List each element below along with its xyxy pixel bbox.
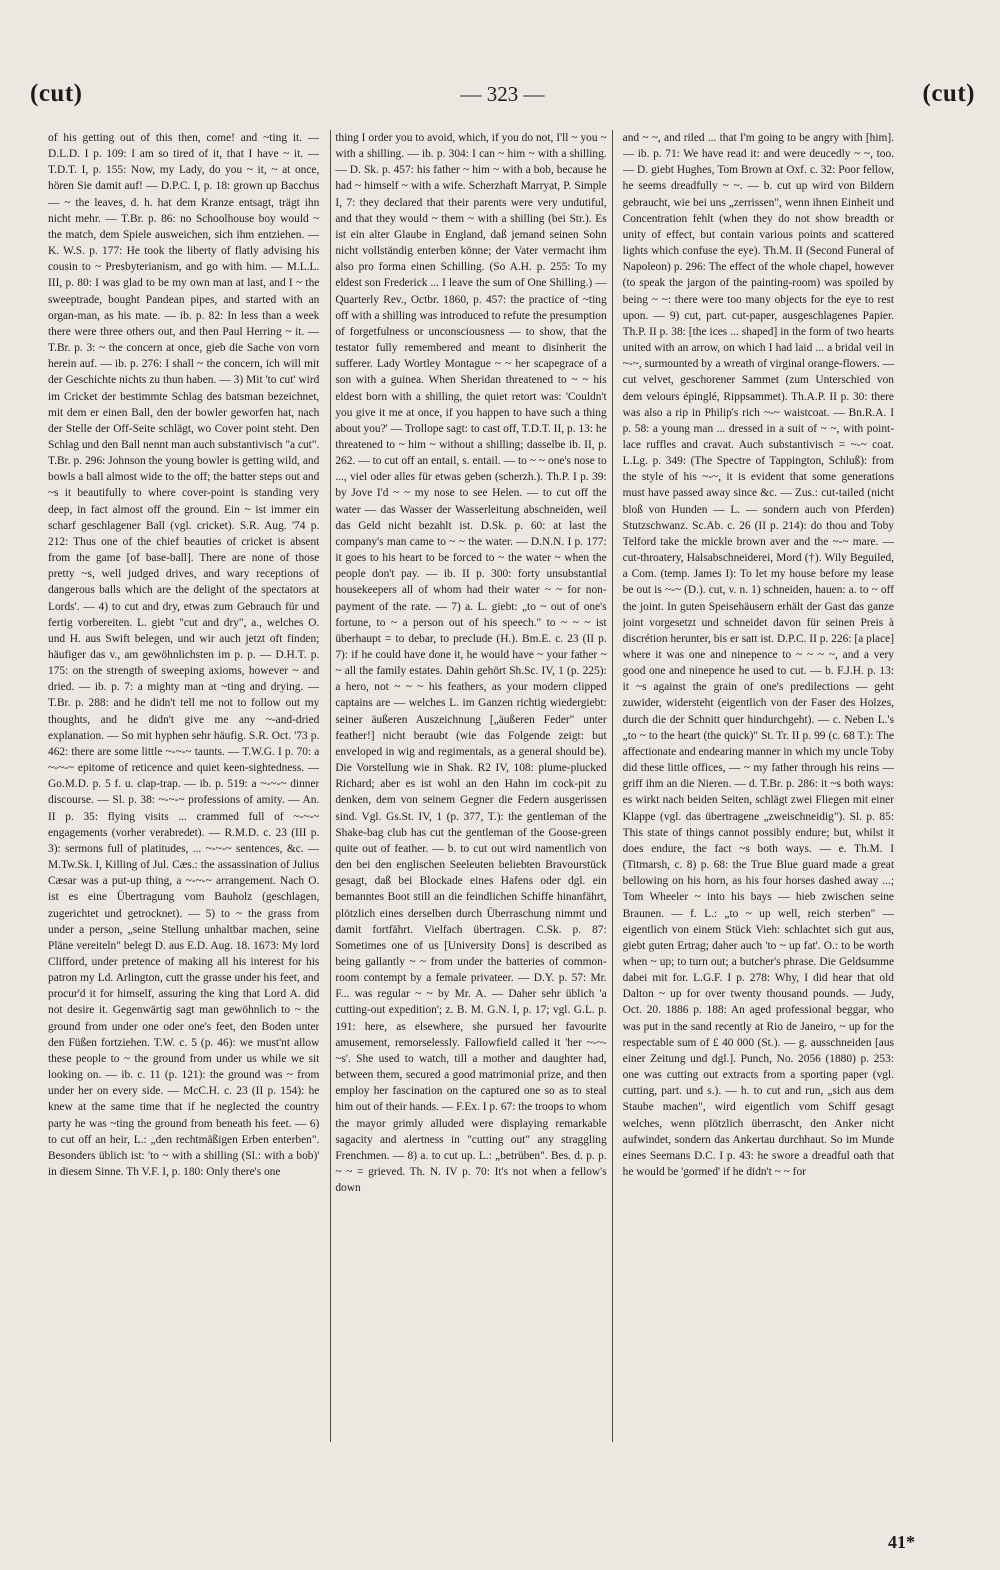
page-number: — 323 — bbox=[460, 82, 545, 106]
left-headword: (cut) bbox=[30, 80, 83, 107]
signature-mark: 41* bbox=[888, 1532, 915, 1552]
running-head bbox=[30, 80, 975, 124]
column-right: and ~ ~, and riled ... that I'm going to be angry with [him]. — ib. p. 71: We have read it: and were deucedly ~ ~, too. — D. giebt Hughes, Tom Brown at Oxf. c. 32: Poor fellow, he seems dreadfully ~ ~. — b. cut up wird von Bildern gebraucht, wie bei uns „zerrissen", wenn ihnen Einheit und Concentration fehlt (when they do not show breadth or unity of effect, but contain various points and scattered lights which confuse the eye). Th.M. II (Second Funeral of Napoleon) p. 296: The effect of the whole chapel, however (to speak the jargon of the painting-room) was spoiled by being ~ ~: there were too many objects for the eye to rest upon. — 9) cut, part. cut-paper, ausgeschlagenes Papier. Th.P. II p. 38: [the ices ... shaped] in the form of two hearts united with an arrow, on which I had laid ... a bridal veil in ~-~, surmounted by a wreath of virginal orange-flowers. — cut velvet, geschorener Sammet (zum Unterschied von dem velours épinglé, Rippsammet). Th.A.P. II p. 30: there was also a rip in Philip's rich ~-~ waistcoat. — Bn.R.A. I p. 58: a young man ... dressed in a suit of ~ ~, with point-lace ruffles and cravat. Auch substantivisch = ~-~ coat. L.Lg. p. 349: (The Spectre of Tappington, Schluß): from the style of his ~-~, it is evident that some generations must have passed away since &c. — Zus.: cut-tailed (nicht bloß von Hunden — L. — sondern auch von Pferden) Stutzschwanz. Sc.Ab. c. 26 (II p. 214): do thou and Toby Telford take the mickle brown aver and the ~-~ mare. — cut-throatery, Halsabschneiderei, Mord (†). Wily Beguiled, a Com. (temp. James I): To let my house before my lease be out is ~-~ (D.). cut, v. n. 1) schneiden, hauen: a. to ~ off the joint. In guten Speisehäusern erhält der Gast das ganze joint vorgesetzt und schneidet davon für seinen Preis à discrétion herunter, bis er satt ist. D.P.C. II p. 226: [a place] where it was one and ninepence to ~ ~ ~ ~, and a very good one and ninepence he used to cut. — b. F.J.H. p. 13: it ~s against the grain of one's predilections — geht zuwider, widersteht (eigentlich von der Faser des Holzes, durch die der Schnitt quer hindurchgeht). — c. Neben L.'s „to ~ to the heart (the quick)" St. Tr. II p. 99 (c. 68 T.): The affectionate and endearing manner in which my uncle Toby did these little offices, — ~ my father through his reins — griff ihm an die Nieren. — d. T.Br. p. 286: it ~s both ways: es wirkt nach beiden Seiten, schlägt zwei Fliegen mit einer Klappe (vgl. das übertragene „zweischneidig"). Sl. p. 85: This state of things cannot possibly endure; but, whilst it does endure, the fact ~s both ways. — e. Th.M. I (Titmarsh, c. 8) p. 68: the True Blue guard made a great bellowing on his horn, as his four horses dashed away ...; Tom Wheeler ~ into his bays — hieb zwischen seine Braunen. — f. L.: „to ~ up well, reich sterben" — eigentlich von einem Stück Vieh: schlachtet sich gut aus, giebt guten Ertrag; daher auch 'to ~ up fat'. O.: to be worth when ~ up; to turn out; a butcher's phrase. Die Geldsumme dabei mit for. L.G.F. I p. 278: Why, I did hear that old Dalton ~ up for over twenty thousand pounds. — Judy, Oct. 20. 1886 p. 188: An aged professional beggar, who was put in the sand recently at Rio de Janeiro, ~ up for the respectable sum of £ 40 000 (St.). — g. ausschneiden [aus einer Zeitung und dgl.]. Punch, No. 2056 (1880) p. 253: one was cutting out extracts from a sporting paper (vgl. cutting, part. und s.). — h. to cut and run, „sich aus dem Staube machen", wird eigentlich vom Schiff gesagt welches, wenn plötzlich überrascht, den Anker nicht aufwindet, sondern das Ankertau durchhaut. So im Munde eines Seemans D.C. I p. 43: he swore a dreadful oath that he would be 'gormed' if he didn't ~ ~ for bbox=[622, 132, 894, 1178]
right-headword: (cut) bbox=[922, 80, 975, 107]
text-columns bbox=[48, 130, 894, 1442]
column-left: of his getting out of this then, come! and ~ting it. — D.L.D. I p. 109: I am so tired of it, that I have ~ it. — T.D.T. I, p. 155: Now, my Lady, do you ~ it, ~ at once, hören Sie damit auf! — D.P.C. I, p. 18: grown up Bacchus — ~ the leaves, d. h. hat dem Kranze entsagt, trägt ihn nicht mehr. — T.Br. p. 86: no Schoolhouse boy would ~ the match, dem Spiele ausweichen, sich ihm entziehen. — K. W.S. p. 177: He took the liberty of flatly advising his cousin to ~ Presbyterianism, and go with him. — M.L.L. III, p. 80: I was glad to be my own man at last, and I ~ the sweeptrade, bought Pandean pipes, and started with an organ-man, as his mate. — ib. p. 82: In less than a week there were three others out, and then Paul Herring ~ it. — T.Br. p. 3: ~ the concern at once, gieb die Sache von vorn herein auf. — ib. p. 276: I shall ~ the concern, ich will mit der Geschichte nichts zu thun haben. — 3) Mit 'to cut' wird im Cricket der bestimmte Schlag des batsman bezeichnet, mit dem er einen Ball, den der bowler geworfen hat, nach der Stelle der Off-Seite schlägt, wo Cover point steht. Den Schlag und den Ball nennt man auch substantivisch "a cut". T.Br. p. 296: Johnson the young bowler is getting wild, and bowls a ball almost wide to the off; the batter steps out and ~s it beautifully to where cover-point is standing very deep, in fact almost off the ground. Ein ~ ist immer ein scharf geschlagener Ball (vgl. cricket). S.R. Aug. '74 p. 212: Thus one of the chief beauties of cricket is absent from the game [of base-ball]. There are none of those pretty ~s, well judged drives, and wary receptions of dangerous balls which are the delight of the spectators at Lords'. — 4) to cut and dry, etwas zum Gebrauch für und fertig vorbereiten. L. giebt "cut and dry", a., welches O. und H. aus Swift belegen, und wir auch jetzt oft finden; häufiger das v., am gewöhnlichsten im p. p. — D.H.T. p. 175: on the strength of sweeping axioms, however ~ and dried. — ib. p. 7: a mighty man at ~ting and drying. — T.Br. p. 288: and he didn't tell me not to follow out my thoughts, and he didn't give me any ~-and-dried explanation. — So mit hyphen sehr häufig. S.R. Oct. '73 p. 462: there are some little ~-~-~ taunts. — T.W.G. I p. 70: a ~-~-~ epitome of reticence and quiet keen-sightedness. — Go.M.D. p. 5 f. u. clap-trap. — ib. p. 519: a ~-~-~ dinner discourse. — Sl. p. 38: ~-~-~ professions of amity. — An. II p. 35: flying visits ... crammed full of ~-~-~ engagements (vorher verabredet). — R.M.D. c. 23 (III p. 3): sermons full of platitudes, ... ~-~-~ sentences, &c. — M.Tw.Sk. I, Killing of Jul. Cæs.: the assassination of Julius Cæsar was a put-up thing, a ~-~-~ arrangement. Nach O. ist es eine Übertragung vom Bauholz (geschlagen, zugerichtet und getrocknet). — 5) to ~ the grass from under a person, „seine Stellung unhaltbar machen, seine Pläne vereiteln" belegt D. aus E.D. Aug. 18. 1673: My lord Clifford, under pretence of making all his interest for his patron my Ld. Arlington, cutt the grasse under his feet, and procur'd it for himself, assuring the king that Lord A. did not desire it. Gegenwärtig sagt man gewöhnlich to ~ the ground from under one oder one's feet, den Boden unter den Füßen fortziehen. T.W. c. 5 (p. 46): we must'nt allow these people to ~ the ground from under us while we sit looking on. — ib. c. 11 (p. 121): the ground was ~ from under her on every side. — McC.H. c. 23 (II p. 154): he knew at the same time that if he neglected the country party he was ~ting the ground from beneath his feet. — 6) to cut off an heir, L.: „den rechtmäßigen Erben enterben". Besonders üblich ist: 'to ~ with a shilling (Sl.: with a bob)' in diesem Sinne. Th V.F. I, p. 180: Only there's one bbox=[48, 132, 320, 1178]
column-middle: thing I order you to avoid, which, if you do not, I'll ~ you ~ with a shilling. — ib. p. 304: I can ~ him ~ with a shilling. — D. Sk. p. 457: his father ~ him ~ with a bob, because he had ~ himself ~ with a wife. Scherzhaft Marryat, P. Simple I, 7: they declared that their parents were very undutiful, and that they would ~ them ~ with a shilling (bei Str.). Es ist ein alter Glaube in England, daß jemand seinen Sohn nicht vollständig enterben könne; der Vater vermacht ihm also pro forma einen Schilling. (So A.H. p. 255: To my eldest son Frederick ... I leave the sum of One Shilling.) — Quarterly Rev., Octbr. 1860, p. 457: the practice of ~ting off with a shilling was introduced to refute the presumption of forgetfulness or unconsciousness — to show, that the testator fully remembered and meant to disinherit the sufferer. Lady Wortley Montague ~ ~ her scapegrace of a son with a guinea. When Sheridan threatened to ~ ~ his eldest born with a shilling, the quiet retort was: 'Couldn't you give it me at once, if you happen to have such a thing about you?' — Trollope sagt: to cast off, T.D.T. II, p. 13: he threatened to ~ him ~ without a shilling; dasselbe ib. II, p. 262. — to cut off an entail, s. entail. — to ~ ~ one's nose to ..., viel oder alles für etwas geben (scherzh.). Th.P. I p. 39: by Jove I'd ~ ~ my nose to see Helen. — to cut off the water — das Wasser der Wasserleitung abschneiden, weil das Geld nicht bezahlt ist. D.Sk. p. 60: at last the company's man came to ~ ~ the water. — D.N.N. I p. 177: it goes to his heart to be forced to ~ the water ~ when the people don't pay. — ib. II p. 300: forty unsubstantial housekeepers all of whom had their water ~ ~ for non-payment of the rate. — 7) a. L. giebt: „to ~ out of one's fortune, to ~ a person out of his speech." to ~ ~ ~ ist überhaupt = to debar, to preclude (H.). Bm.E. c. 23 (II p. 7): if he could have done it, he would have ~ your father ~ ~ all the family estates. Dahin gehört Sh.Sc. IV, 1 (p. 225): a hero, not ~ ~ ~ his feathers, as your modern clipped captains are — welches L. im Ganzen richtig wiedergiebt: seiner äußeren Auszeichnung [„äußeren Feder" unter feather!] nicht beraubt (wie das Folgende zeigt: but enveloped in wig and regimentals, as a general should be). Die Vorstellung wie in Shak. R2 IV, 108: plume-plucked Richard; aber es ist wohl an den Hahn im cock-pit zu denken, dem von seinem Gegner die Federn ausgerissen sind. Vgl. Gs.St. IV, 1 (p. 377, T.): the gentleman of the Shake-bag club has cut the gentleman of the Goose-green quite out of feather. — b. to cut out wird namentlich von den bei den englischen Seeleuten beliebten Bravourstück gesagt, daß bei Blockade eines Hafens oder dgl. ein bemanntes Boot still an die feindlichen Schiffe hinanfährt, plötzlich eines derselben durch Überraschung nimmt und damit fortfährt. Vielfach übertragen. C.Sk. p. 87: Sometimes one of us [University Dons] is described as being gallantly ~ ~ from under the batteries of common-room contempt by a female privateer. — D.Y. p. 57: Mr. F... was regular ~ ~ by Mr. A. — Daher sehr üblich 'a cutting-out expedition'; z. B. M. G.N. I, p. 17; vgl. G.L. p. 191: here, as elsewhere, she pursued her favourite amusement, remorselessly. Fallowfield called it 'her ~-~-~s'. She used to watch, till a mother and daughter had, between them, secured a good matrimonial prize, and then employ her fascination on the captured one so as to steal him out of their hands. — F.Ex. I p. 67: the troops to whom the mayor grimly alluded were displaying remarkable sagacity and alertness in "cutting out" any straggling Frenchmen. — 8) a. to cut up. L.: „betrüben". Bes. d. p. p. ~ ~ = grieved. Th. N. IV p. 70: It's not when a fellow's down bbox=[335, 132, 607, 1195]
